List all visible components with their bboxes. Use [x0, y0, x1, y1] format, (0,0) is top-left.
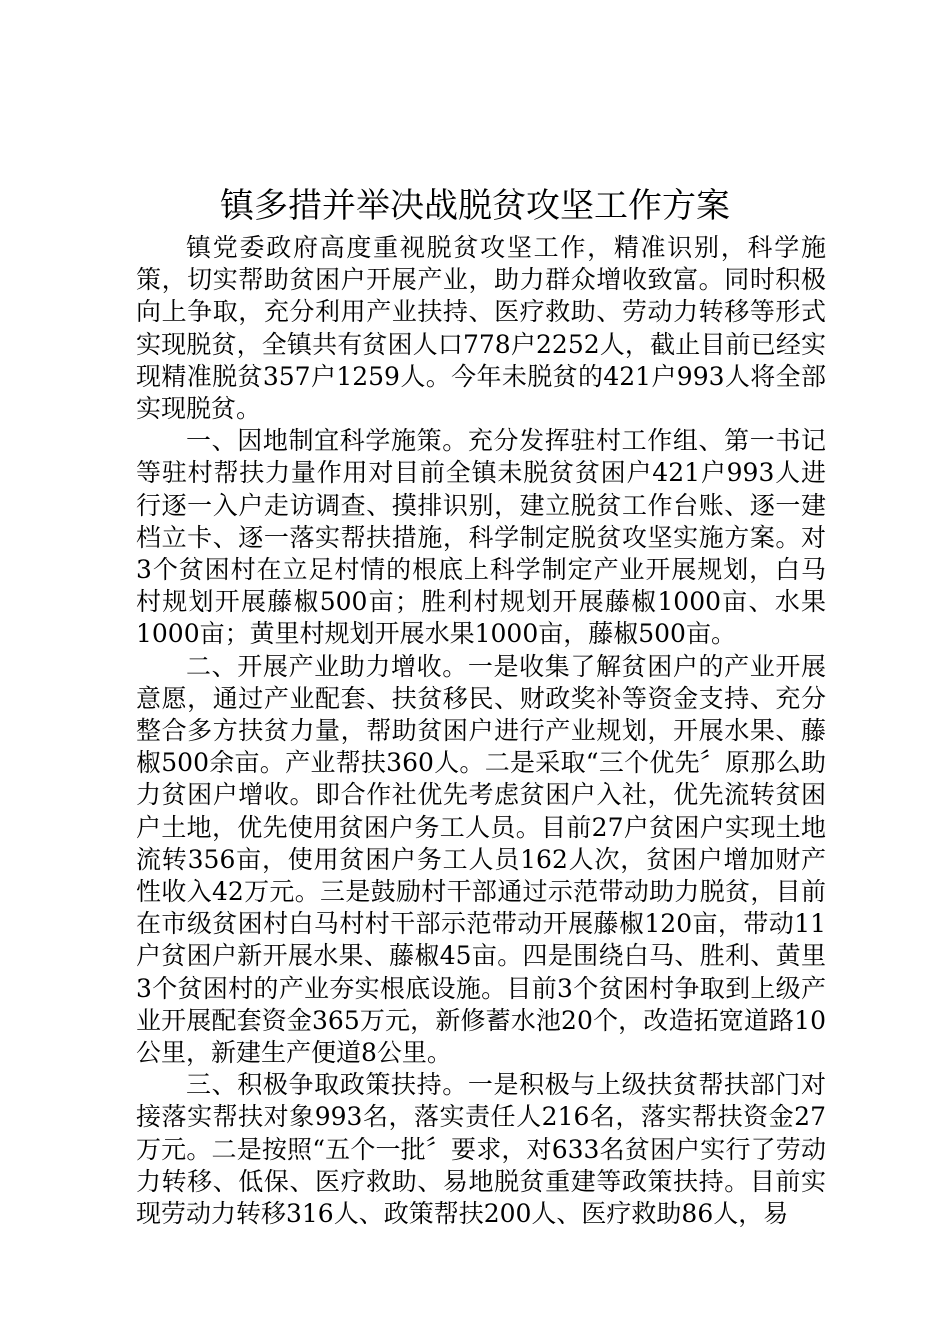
paragraph-intro: 镇党委政府高度重视脱贫攻坚工作，精准识别，科学施策，切实帮助贫困户开展产业，助力群众增收致富。同时积极向上争取，充分利用产业扶持、医疗救助、劳动力转移等形式实现脱贫，全镇共有贫困人口778户2252人，截止目前已经实现精准脱贫357户1259人。今年未脱贫的421户993人将全部实现脱贫。 — [136, 233, 826, 424]
paragraph-section-2: 二、开展产业助力增收。一是收集了解贫困户的产业开展意愿，通过产业配套、扶贫移民、财政奖补等资金支持、充分整合多方扶贫力量，帮助贫困户进行产业规划，开展水果、藤椒500余亩。产业帮扶360人。二是采取“三个优先〞原那么助力贫困户增收。即合作社优先考虑贫困户入社，优先流转贫困户土地，优先使用贫困户务工人员。目前27户贫困户实现土地流转356亩，使用贫困户务工人员162人次，贫困户增加财产性收入42万元。三是鼓励村干部通过示范带动助力脱贫，目前在市级贫困村白马村村干部示范带动开展藤椒120亩，带动11户贫困户新开展水果、藤椒45亩。四是围绕白马、胜利、黄里3个贫困村的产业夯实根底设施。目前3个贫困村争取到上级产业开展配套资金365万元，新修蓄水池20个，改造拓宽道路10公里，新建生产便道8公里。 — [136, 651, 826, 1068]
document-title: 镇多措并举决战脱贫攻坚工作方案 — [220, 186, 730, 226]
paragraph-section-1: 一、因地制宜科学施策。充分发挥驻村工作组、第一书记等驻村帮扶力量作用对目前全镇未脱贫贫困户421户993人进行逐一入户走访调查、摸排识别，建立脱贫工作台账、逐一建档立卡、逐一落实帮扶措施，科学制定脱贫攻坚实施方案。对3个贫困村在立足村情的根底上科学制定产业开展规划，白马村规划开展藤椒500亩；胜利村规划开展藤椒1000亩、水果1000亩；黄里村规划开展水果1000亩，藤椒500亩。 — [136, 426, 826, 649]
document-body — [136, 232, 826, 1230]
paragraph-section-3: 三、积极争取政策扶持。一是积极与上级扶贫帮扶部门对接落实帮扶对象993名，落实责任人216名，落实帮扶资金27万元。二是按照“五个一批〞要求，对633名贫困户实行了劳动力转移、低保、医疗救助、易地脱贫重建等政策扶持。目前实现劳动力转移316人、政策帮扶200人、医疗救助86人，易 — [136, 1070, 826, 1229]
